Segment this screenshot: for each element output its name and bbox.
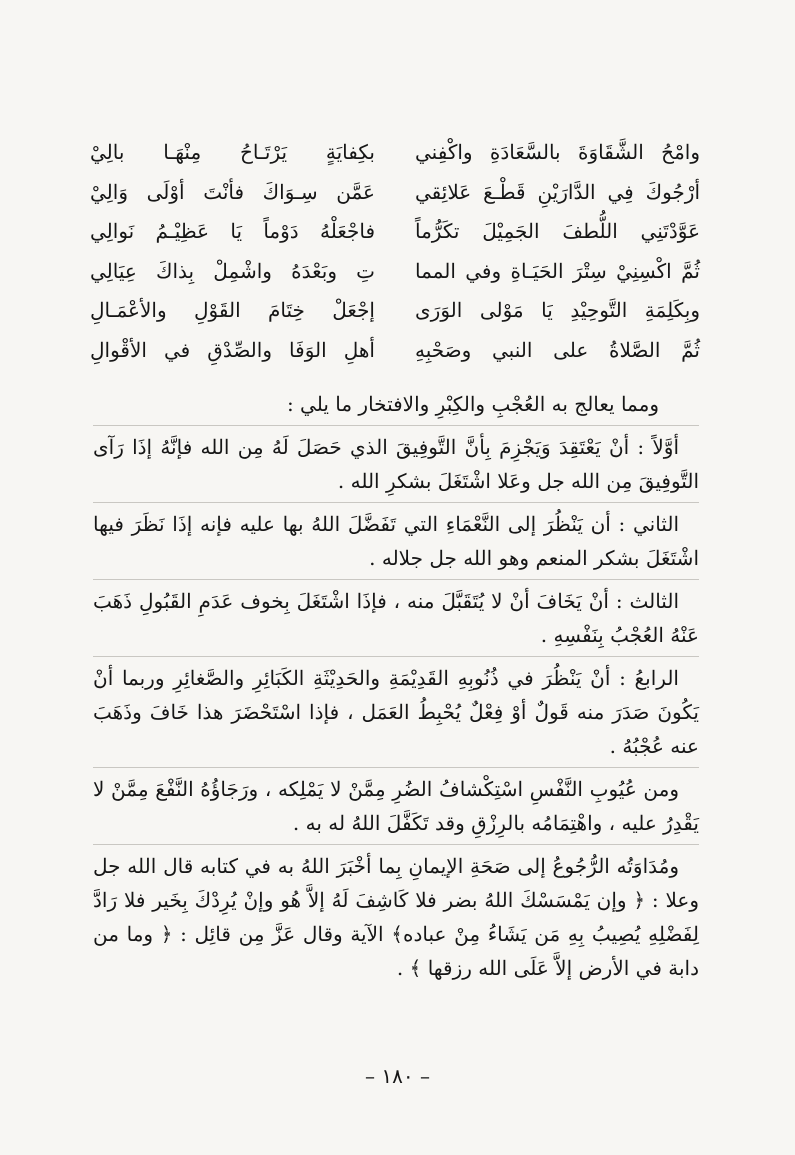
poem-verse (90, 133, 700, 173)
second-point-paragraph: الثاني : أن يَنْظُرَ إلى النَّعْمَاءِ التي تَفَضَّلَ اللهُ بها عليه فإنه إذَا نَظَرَ فيها اشْتَغَلَ بشكر المنعم وهو الله جل جلاله . (93, 512, 699, 570)
verse-right-hemistich: وبِكَلِمَةِ التَّوحِيْدِ يَا مَوْلى الوَرَى (415, 298, 700, 322)
first-point-paragraph: أوَّلاً : أنْ يَعْتَقِدَ وَيَجْزِمَ بِأنَّ التَّوفِيقَ الذي حَصَلَ لَهُ مِن الله فإنَّهُ إذَا رَآى التَّوفِيقَ مِن الله جل وعَلا اشْتَغَلَ بشكرِ الله . (93, 435, 699, 493)
third-point-paragraph: الثالث : أنْ يَخَافَ أنْ لا يُتَقَبَّلَ منه ، فإذَا اشْتَغَلَ بِخوف عَدَمِ القَبُولِ ذَهَبَ عَنْهُ العُجْبُ بِنَفْسِهِ . (93, 589, 699, 647)
poem (90, 133, 700, 370)
verse-left-hemistich: فاجْعَلْهُ دَوْماً يَا عَظِيْـمُ نَوالِي (90, 219, 375, 243)
divider (93, 767, 699, 768)
fourth-point-paragraph: الرابعُ : أنْ يَنْظُرَ في ذُنُوبِهِ القَدِيْمَةِ والحَدِيْثَةِ الكَبَائِرِ والصَّغائِرِ وربما أنْ يَكُونَ صَدَرَ منه قَولٌ أوْ فِعْلٌ يُحْبِطُ العَمَل ، فإذا اسْتَحْضَرَ هذا خَافَ وذَهَبَ عنه عُجْبُهُ . (93, 666, 699, 758)
sixth-paragraph: ومُدَاوَتُه الرُّجُوعُ إلى صَحَةِ الإيمانِ بِما أخْبَرَ اللهُ به في كتابه قال الله جل وعلا : ﴿ وإن يَمْسَسْكَ اللهُ بضر فلا كَاشِفَ لَهُ إلاَّ هُو وإنْ يُرِدْكَ بِخَير فلا رَادَّ لِفَضْلِهِ يُصِيبُ بِهِ مَن يَشَاءُ مِنْ عباده﴾ الآية وقال عَزَّ مِن قائِل : ﴿ وما من دابة في الأرض إلاَّ عَلَى الله رزقها ﴾ . (93, 854, 699, 980)
divider (93, 844, 699, 845)
prose-body (93, 387, 699, 989)
verse-left-hemistich: بكِفايَةٍ يَرْتَـاحُ مِنْهَـا بالِيْ (90, 140, 375, 164)
intro-paragraph: ومما يعالج به العُجْبِ والكِبْرِ والافتخار ما يلي : (286, 392, 659, 416)
poem-verse (90, 173, 700, 213)
verse-right-hemistich: ثُمَّ اكْسِنِيْ سِتْرَ الحَيَـاةِ وفي المما (415, 258, 700, 283)
verse-left-hemistich: إجْعَلْ خِتَامَ القَوْلِ والأعْمَـالِ (90, 298, 375, 322)
verse-right-hemistich: أرْجُوكَ فِي الدَّارَيْنِ قَطْـعَ عَلائِقي (415, 179, 700, 204)
fifth-paragraph: ومن عُيُوبِ النَّفْسِ اسْتِكْشافُ الضُرِ مِمَّنْ لا يَمْلِكه ، ورَجَاؤُهُ النَّفْعَ مِمَّنْ لا يَقْدِرُ عليه ، واهْتِمَامُه بالرِزْقِ وقد تَكَفَّلَ اللهُ له به . (93, 777, 699, 835)
verse-right-hemistich: وامْحُ الشَّقَاوَةَ بالسَّعَادَةِ واكْفِني (415, 140, 700, 164)
poem-verse (90, 331, 700, 371)
divider (93, 502, 699, 503)
verse-left-hemistich: أهلِ الوَفَا والصِّدْقِ في الأقْوالِ (90, 337, 375, 362)
verse-left-hemistich: تِ وبَعْدَهُ واشْمِلْ بِذاكَ عِيَالِي (90, 258, 375, 283)
verse-left-hemistich: عَمَّن سِـوَاكَ فأنْتَ أوْلَى وَالِيْ (90, 179, 375, 204)
verse-right-hemistich: ثُمَّ الصَّلاةُ على النبي وصَحْبِهِ (415, 337, 700, 362)
divider (93, 579, 699, 580)
verse-right-hemistich: عَوَّدْتَنِي اللُّطفَ الجَمِيْلَ تكَرُّماً (415, 219, 700, 243)
poem-verse (90, 291, 700, 331)
divider (93, 425, 699, 426)
divider (93, 656, 699, 657)
poem-verse (90, 212, 700, 252)
poem-verse (90, 252, 700, 292)
page-number: – ١٨٠ – (365, 1064, 430, 1088)
